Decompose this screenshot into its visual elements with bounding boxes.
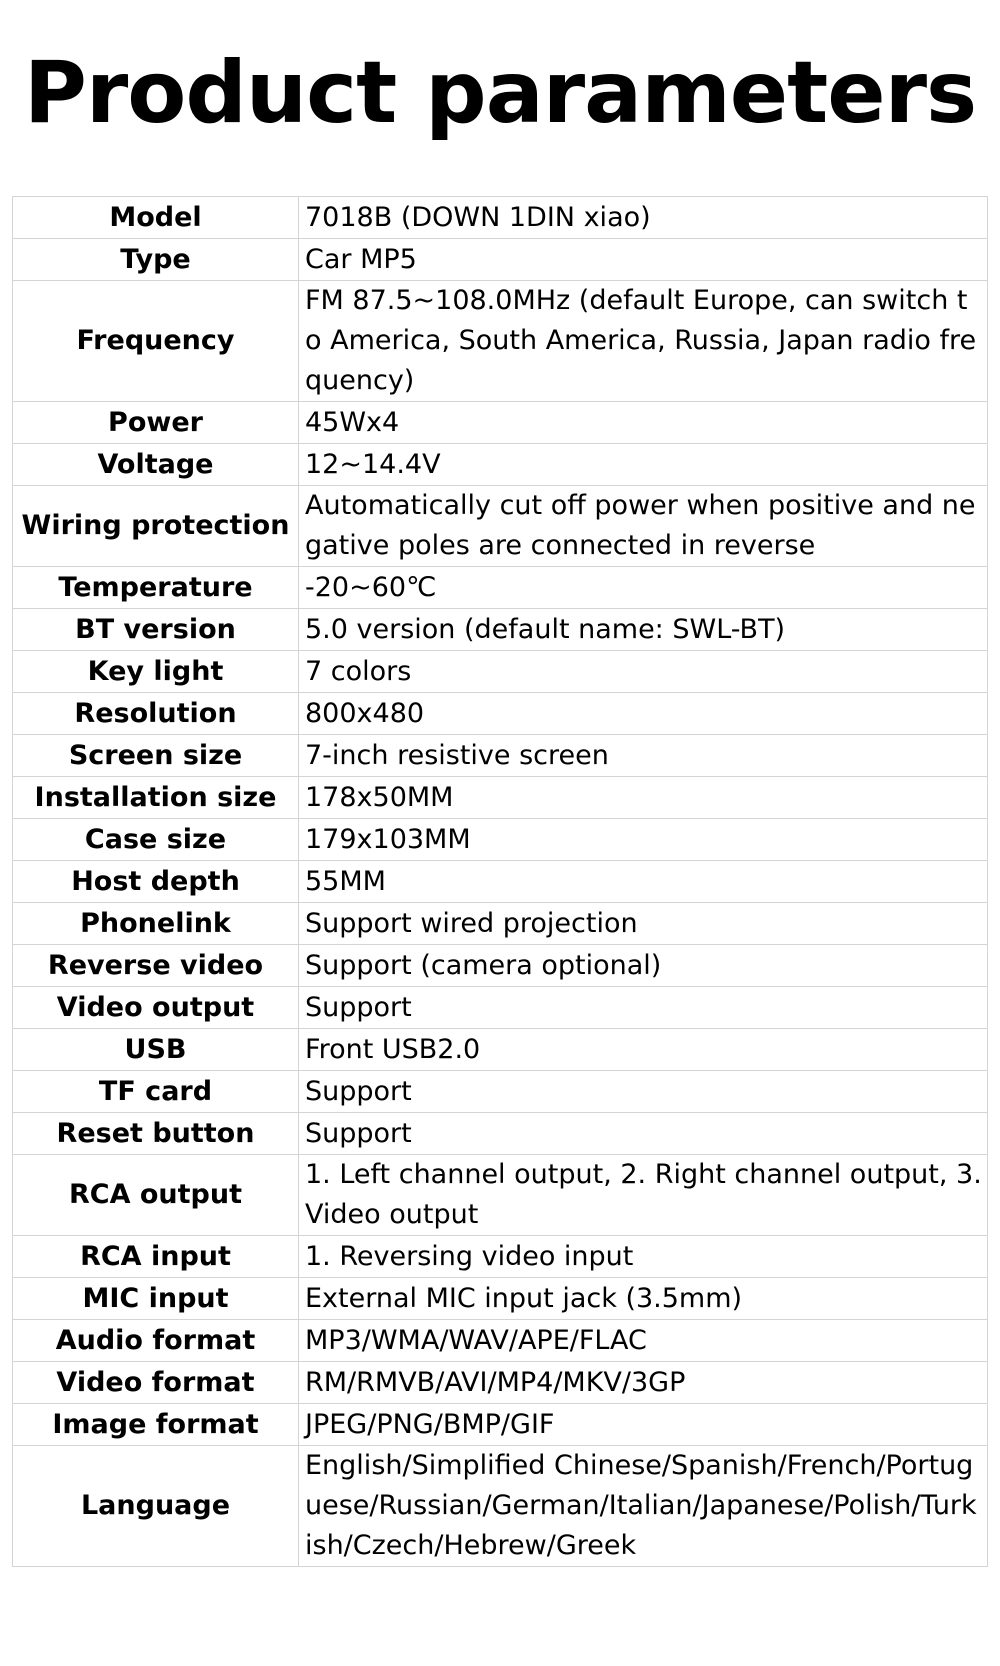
parameter-value: FM 87.5~108.0MHz (default Europe, can switch to America, South America, Russia, Japan radio frequency) [299, 281, 988, 402]
parameter-label: Wiring protection [13, 486, 299, 567]
parameter-label: Image format [13, 1404, 299, 1446]
parameter-value: Support wired projection [299, 903, 988, 945]
parameter-value: English/Simplified Chinese/Spanish/French/Portuguese/Russian/German/Italian/Japanese/Polish/Turkish/Czech/Hebrew/Greek [299, 1446, 988, 1567]
table-row [13, 281, 988, 402]
parameter-value: Automatically cut off power when positive and negative poles are connected in reverse [299, 486, 988, 567]
table-row [13, 1404, 988, 1446]
parameters-table [12, 196, 988, 1567]
table-row [13, 1320, 988, 1362]
table-row [13, 735, 988, 777]
parameter-value: Support (camera optional) [299, 945, 988, 987]
parameter-value: -20~60℃ [299, 567, 988, 609]
parameter-label: Language [13, 1446, 299, 1567]
table-row [13, 819, 988, 861]
parameter-value: Support [299, 1113, 988, 1155]
table-row [13, 1071, 988, 1113]
table-row [13, 609, 988, 651]
table-row [13, 239, 988, 281]
parameter-label: Video format [13, 1362, 299, 1404]
parameter-label: Reverse video [13, 945, 299, 987]
parameter-label: RCA output [13, 1155, 299, 1236]
parameter-value: 7-inch resistive screen [299, 735, 988, 777]
parameter-label: Power [13, 402, 299, 444]
parameter-value: 7018B (DOWN 1DIN xiao) [299, 197, 988, 239]
parameter-value: RM/RMVB/AVI/MP4/MKV/3GP [299, 1362, 988, 1404]
parameter-label: Screen size [13, 735, 299, 777]
table-row [13, 444, 988, 486]
parameter-label: Model [13, 197, 299, 239]
table-row [13, 197, 988, 239]
table-row [13, 567, 988, 609]
table-row [13, 945, 988, 987]
parameter-label: Frequency [13, 281, 299, 402]
parameter-label: RCA input [13, 1236, 299, 1278]
parameter-value: 800x480 [299, 693, 988, 735]
parameter-label: TF card [13, 1071, 299, 1113]
parameter-label: BT version [13, 609, 299, 651]
table-row [13, 777, 988, 819]
parameter-value: JPEG/PNG/BMP/GIF [299, 1404, 988, 1446]
parameter-label: Key light [13, 651, 299, 693]
parameter-value: Car MP5 [299, 239, 988, 281]
parameter-label: Phonelink [13, 903, 299, 945]
parameter-label: USB [13, 1029, 299, 1071]
parameter-value: 1. Left channel output, 2. Right channel output, 3. Video output [299, 1155, 988, 1236]
parameter-label: Host depth [13, 861, 299, 903]
page-title: Product parameters [23, 43, 977, 143]
parameter-value: Front USB2.0 [299, 1029, 988, 1071]
parameter-value: 7 colors [299, 651, 988, 693]
parameter-value: External MIC input jack (3.5mm) [299, 1278, 988, 1320]
parameter-value: 45Wx4 [299, 402, 988, 444]
table-row [13, 903, 988, 945]
table-row [13, 402, 988, 444]
parameter-value: Support [299, 1071, 988, 1113]
parameter-value: 1. Reversing video input [299, 1236, 988, 1278]
table-row [13, 987, 988, 1029]
table-row [13, 1236, 988, 1278]
parameter-label: Voltage [13, 444, 299, 486]
parameter-value: 5.0 version (default name: SWL-BT) [299, 609, 988, 651]
table-row [13, 693, 988, 735]
parameter-label: Audio format [13, 1320, 299, 1362]
parameter-label: Resolution [13, 693, 299, 735]
table-row [13, 1446, 988, 1567]
table-row [13, 1278, 988, 1320]
table-row [13, 1155, 988, 1236]
parameter-value: 179x103MM [299, 819, 988, 861]
table-row [13, 1362, 988, 1404]
parameter-label: MIC input [13, 1278, 299, 1320]
table-row [13, 486, 988, 567]
parameter-value: Support [299, 987, 988, 1029]
parameter-value: 178x50MM [299, 777, 988, 819]
parameter-label: Video output [13, 987, 299, 1029]
parameter-label: Reset button [13, 1113, 299, 1155]
parameter-value: MP3/WMA/WAV/APE/FLAC [299, 1320, 988, 1362]
table-row [13, 861, 988, 903]
parameter-value: 55MM [299, 861, 988, 903]
parameter-label: Installation size [13, 777, 299, 819]
table-row [13, 651, 988, 693]
parameter-label: Temperature [13, 567, 299, 609]
parameters-table-body [13, 197, 988, 1567]
parameter-label: Type [13, 239, 299, 281]
table-row [13, 1113, 988, 1155]
table-row [13, 1029, 988, 1071]
parameter-value: 12~14.4V [299, 444, 988, 486]
parameter-label: Case size [13, 819, 299, 861]
